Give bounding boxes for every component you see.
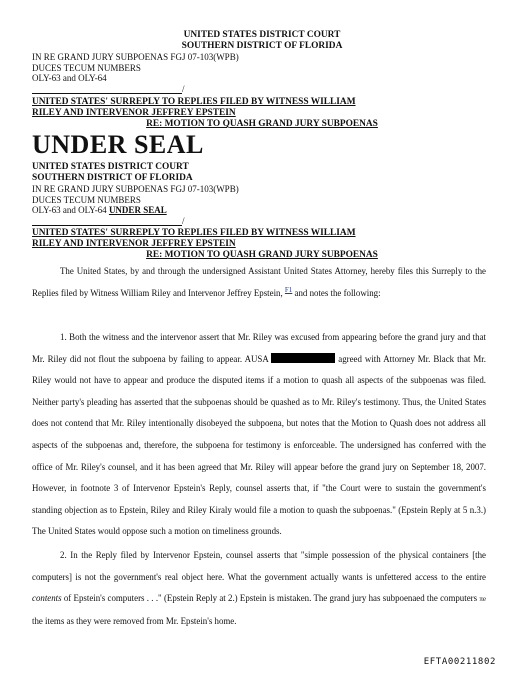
case-caption-2 — [32, 184, 492, 226]
bates-number: EFTA00211802 — [423, 657, 496, 667]
case-caption — [32, 52, 492, 94]
intro-text-end: and notes the following: — [292, 287, 381, 298]
document-title-2 — [32, 228, 492, 261]
caption-line: DUCES TECUM NUMBERS — [32, 62, 141, 73]
paragraph-2-text-end: the items as they were removed from Mr. Epstein's home. — [32, 615, 237, 626]
caption-text: OLY-63 and OLY-64 — [32, 205, 109, 216]
scan-artifact-mark: πe — [479, 595, 486, 604]
title-line: RILEY AND INTERVENOR JEFFREY EPSTEIN — [32, 108, 236, 118]
emphasis-contents: contents — [32, 593, 62, 604]
caption-line: OLY-63 and OLY-64 — [32, 73, 107, 84]
caption-rule: / — [32, 216, 492, 227]
document-title — [32, 97, 492, 130]
paragraph-1 — [32, 327, 486, 543]
caption-line: IN RE GRAND JURY SUBPOENAS FGJ 07-103(WPB) — [32, 184, 239, 194]
intro-text: The United States, by and through the undersigned Assistant United States Attorney, hereby files this Surreply to the Replies filed by Witness William Riley and Intervenor Jeffrey Epstein, — [32, 266, 486, 298]
caption-rule: / — [32, 84, 492, 95]
caption-line: DUCES TECUM NUMBERS — [32, 194, 141, 205]
seal-marker: UNDER SEAL — [108, 205, 167, 216]
title-line: UNITED STATES' SURREPLY TO REPLIES FILED BY WITNESS WILLIAM — [32, 228, 356, 238]
title-re-line: RE: MOTION TO QUASH GRAND JURY SUBPOENAS — [146, 119, 378, 129]
court-header — [32, 30, 492, 52]
intro-paragraph — [32, 261, 486, 304]
court-district: SOUTHERN DISTRICT OF FLORIDA — [181, 41, 343, 51]
court-header-2 — [32, 162, 492, 184]
paragraph-1-text: 1. Both the witness and the intervenor assert that Mr. Riley was excused from appearing before the grand jury and that Mr. Riley did not flout the subpoena by failing to appear. AUSA — [32, 332, 486, 364]
title-re-line: RE: MOTION TO QUASH GRAND JURY SUBPOENAS — [146, 250, 378, 260]
paragraph-1-text-cont: agreed with Attorney Mr. Black that Mr. Riley would not have to appear and produce the disputed items if a motion to quash all aspects of the subpoenas was filed. Neither party's pleading has asserted that the subpoenas should be quashed as to Mr. Riley's testimony. Thus, the United States does not contend that Mr. Riley intentionally disobeyed the subpoena, but notes that the Motion to Quash does not address all aspects of the subpoenas and, therefore, the subpoena for testimony is enforceable. The undersigned has conferred with the office of Mr. Riley's counsel, and it has been agreed that Mr. Riley will appear before the grand jury on September 18, 2007. However, in footnote 3 of Intervenor Epstein's Reply, counsel asserts that, if "the Court were to sustain the government's standing objection as to Epstein, Riley and Riley Kiraly would file a motion to quash the subpoenas." (Epstein Reply at 5 n.3.) The United States would oppose such a motion on timeliness grounds. — [32, 353, 486, 537]
court-district: SOUTHERN DISTRICT OF FLORIDA — [32, 173, 193, 183]
title-line: UNITED STATES' SURREPLY TO REPLIES FILED BY WITNESS WILLIAM — [32, 97, 356, 107]
paragraph-2 — [32, 545, 486, 632]
paragraph-2-text-cont: of Epstein's computers . . ." (Epstein Reply at 2.) Epstein is mistaken. The grand jury has subpoenaed the computers — [61, 593, 480, 604]
title-line: RILEY AND INTERVENOR JEFFREY EPSTEIN — [32, 239, 236, 249]
caption-line: IN RE GRAND JURY SUBPOENAS FGJ 07-103(WPB) — [32, 52, 239, 62]
court-name: UNITED STATES DISTRICT COURT — [183, 30, 341, 40]
caption-line — [32, 205, 492, 216]
under-seal-heading: UNDER SEAL — [32, 130, 204, 159]
paragraph-2-text: 2. In the Reply filed by Intervenor Epstein, counsel asserts that "simple possession of the physical containers [the computers] is not the government's real object here. What the government actually wants is unfettered access to the entire — [32, 550, 486, 582]
redaction-box — [271, 353, 335, 363]
footnote-link[interactable]: F1 — [284, 285, 293, 294]
court-name: UNITED STATES DISTRICT COURT — [32, 162, 189, 172]
